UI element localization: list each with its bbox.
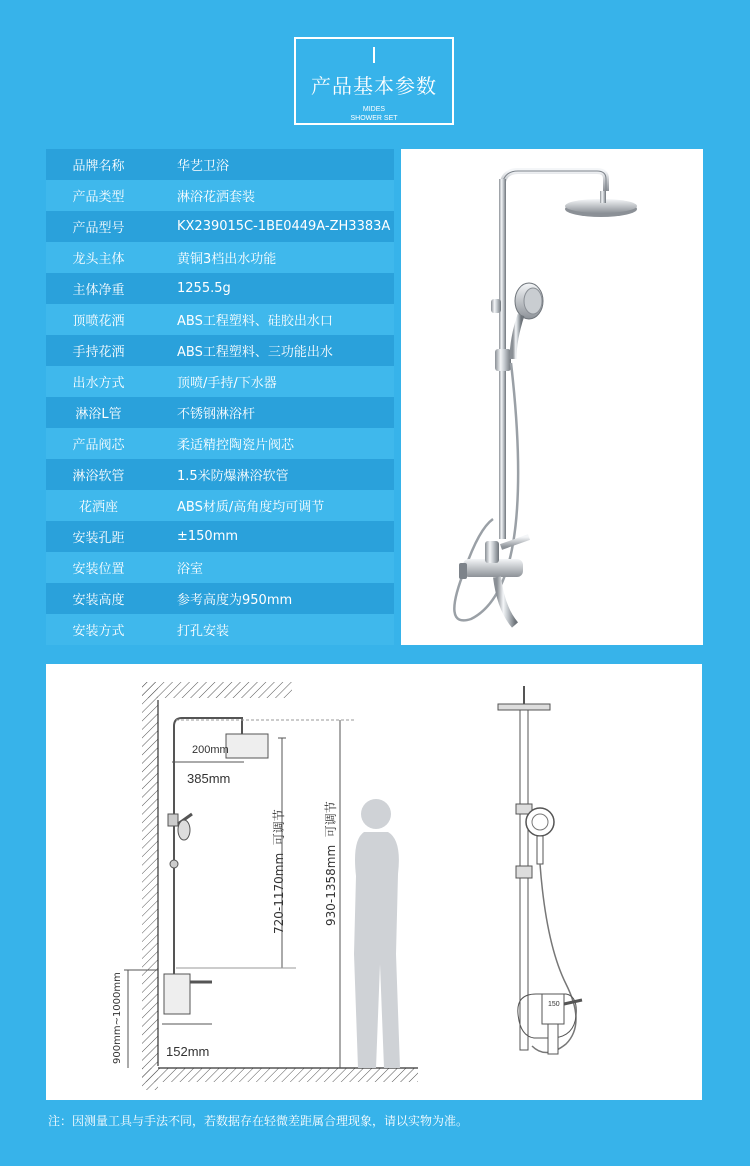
- spec-label: 安装高度: [72, 593, 125, 608]
- spec-value: 淋浴花洒套装: [177, 190, 256, 205]
- spec-value: 1.5米防爆淋浴软管: [177, 469, 289, 484]
- spec-label: 产品型号: [72, 221, 125, 236]
- spec-row: [46, 242, 394, 273]
- spec-row: [46, 273, 394, 304]
- spec-label: 安装位置: [72, 562, 125, 577]
- subtitle-line-2: SHOWER SET: [350, 115, 398, 122]
- spec-label: 淋浴软管: [72, 469, 125, 484]
- spec-row: [46, 397, 394, 428]
- spec-value: 柔适精控陶瓷片阀芯: [177, 438, 295, 453]
- spec-value: 黄铜3档出水功能: [177, 252, 277, 267]
- range-2-adjustable: 可调节: [324, 801, 338, 838]
- spec-row: [46, 149, 394, 180]
- range-1-adjustable: 可调节: [272, 809, 286, 846]
- spec-label: 顶喷花洒: [72, 314, 125, 329]
- spec-row: [46, 366, 394, 397]
- spec-value: 打孔安装: [177, 624, 230, 639]
- spec-row: [46, 552, 394, 583]
- head-size-label: 200mm: [192, 744, 229, 756]
- section-subtitle: [296, 105, 452, 123]
- product-photo: [401, 149, 703, 645]
- spec-row: [46, 614, 394, 645]
- spec-value: 华艺卫浴: [177, 159, 230, 174]
- spec-row: [46, 583, 394, 614]
- installation-drawing: [46, 664, 702, 1100]
- spec-table: [46, 149, 394, 645]
- title-accent-bar: [373, 47, 375, 63]
- spec-label: 龙头主体: [72, 252, 125, 267]
- person-silhouette: [354, 799, 400, 1068]
- spec-label: 出水方式: [72, 376, 125, 391]
- shower-set-illustration: [401, 149, 703, 645]
- spec-label: 产品阀芯: [72, 438, 125, 453]
- spec-value: KX239015C-1BE0449A-ZH3383A: [177, 219, 391, 234]
- arm-length-label: 385mm: [187, 771, 231, 786]
- footnote: 注：因测量工具与手法不同，若数据存在轻微差距属合理现象，请以实物为准。: [48, 1114, 469, 1128]
- spec-row: [46, 490, 394, 521]
- range-1-label: [270, 809, 287, 934]
- mount-height-label: 900mm~1000mm: [112, 972, 123, 1064]
- hole-spacing-label: 152mm: [166, 1044, 210, 1059]
- spec-value: 顶喷/手持/下水器: [177, 376, 277, 391]
- spec-value: 1255.5g: [177, 281, 231, 296]
- valve-label: 150: [548, 1001, 560, 1008]
- section-title-box: [294, 37, 454, 125]
- dimension-diagram: [46, 664, 702, 1100]
- spec-row: [46, 428, 394, 459]
- spec-row: [46, 335, 394, 366]
- spec-label: 主体净重: [72, 283, 125, 298]
- spec-row: [46, 211, 394, 242]
- spec-row: [46, 180, 394, 211]
- spec-label: 产品类型: [72, 190, 125, 205]
- spec-label: 安装方式: [72, 624, 125, 639]
- spec-row: [46, 459, 394, 490]
- spec-label: 手持花洒: [72, 345, 125, 360]
- spec-value: ABS工程塑料、硅胶出水口: [177, 314, 333, 329]
- range-2-value: 930-1358mm: [324, 844, 338, 926]
- spec-row: [46, 521, 394, 552]
- spec-label: 品牌名称: [72, 159, 125, 174]
- spec-value: 参考高度为950mm: [177, 593, 293, 608]
- section-title: 产品基本参数: [311, 74, 437, 98]
- spec-row: [46, 304, 394, 335]
- range-2-label: [322, 801, 339, 926]
- spec-label: 淋浴L管: [75, 407, 122, 422]
- range-1-value: 720-1170mm: [272, 852, 286, 934]
- spec-label: 花洒座: [78, 500, 118, 515]
- spec-value: ABS材质/高角度均可调节: [177, 500, 325, 515]
- subtitle-line-1: MIDES: [362, 106, 386, 113]
- spec-label: 安装孔距: [72, 531, 125, 546]
- spec-value: 不锈钢淋浴杆: [177, 407, 256, 422]
- spec-value: ABS工程塑料、三功能出水: [177, 345, 333, 360]
- spec-value: ±150mm: [177, 529, 239, 544]
- spec-value: 浴室: [177, 562, 204, 577]
